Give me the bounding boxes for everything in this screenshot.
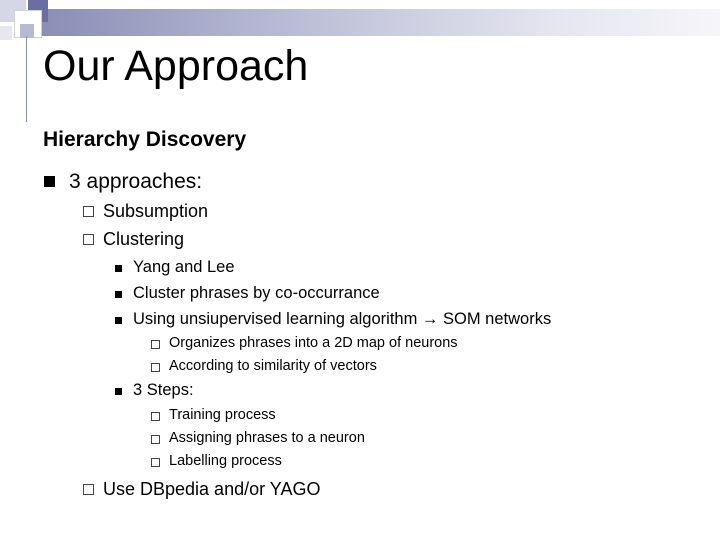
checkbox-bullet-icon xyxy=(83,484,94,495)
bullet-dbpedia: Use DBpedia and/or YAGO xyxy=(103,479,321,499)
header-checker-squares xyxy=(0,0,60,40)
bullet-labelling: Labelling process xyxy=(169,453,282,469)
checkbox-bullet-icon xyxy=(151,340,160,349)
square-bullet-icon xyxy=(44,176,55,187)
header-decoration-bar xyxy=(40,9,720,36)
square-bullet-icon xyxy=(115,291,122,298)
checkbox-bullet-icon xyxy=(151,458,160,467)
bullet-according: According to similarity of vectors xyxy=(169,358,377,374)
bullet-training: Training process xyxy=(169,407,276,423)
square-bullet-icon xyxy=(115,265,122,272)
header-vertical-line xyxy=(26,36,27,122)
bullet-using-algorithm xyxy=(133,310,551,329)
checkbox-bullet-icon xyxy=(151,435,160,444)
checker-square xyxy=(20,24,34,38)
slide-title: Our Approach xyxy=(43,42,309,90)
checkbox-bullet-icon xyxy=(83,206,94,217)
checker-square xyxy=(0,26,12,40)
bullet-assigning: Assigning phrases to a neuron xyxy=(169,430,365,446)
bullet-three-steps: 3 Steps: xyxy=(133,381,194,399)
bullet-yang-lee: Yang and Lee xyxy=(133,258,235,276)
checkbox-bullet-icon xyxy=(151,412,160,421)
checkbox-bullet-icon xyxy=(83,234,94,245)
bullet-cluster-phrases: Cluster phrases by co-occurrance xyxy=(133,284,380,302)
square-bullet-icon xyxy=(115,317,122,324)
algorithm-text: Using unsiupervised learning algorithm xyxy=(133,310,418,328)
slide-subheading: Hierarchy Discovery xyxy=(43,128,247,151)
bullet-approaches: 3 approaches: xyxy=(69,170,203,193)
som-networks-text: SOM networks xyxy=(443,310,552,328)
checkbox-bullet-icon xyxy=(151,363,160,372)
square-bullet-icon xyxy=(115,388,122,395)
bullet-organizes: Organizes phrases into a 2D map of neurons xyxy=(169,335,458,351)
bullet-subsumption: Subsumption xyxy=(103,201,209,221)
right-arrow-icon: → xyxy=(421,310,439,328)
bullet-clustering: Clustering xyxy=(103,229,185,249)
